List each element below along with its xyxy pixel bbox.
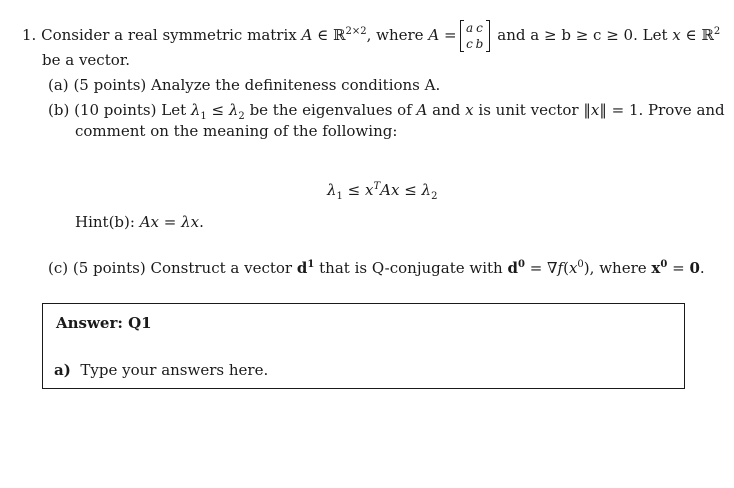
- part-b-text: = 1. Prove and: [611, 101, 725, 119]
- math-d0-eq: $d^0 = \nabla f(x^0)$: [507, 259, 590, 277]
- answer-box: [42, 303, 685, 389]
- math-norm-x: ‖x‖: [583, 101, 607, 119]
- part-c: [48, 259, 705, 277]
- intro-condition: and a ≥ b ≥ c ≥ 0. Let: [497, 26, 668, 44]
- matrix-cell: a: [465, 21, 474, 35]
- part-b-text: and: [432, 101, 461, 119]
- answer-input[interactable]: Type your answers here.: [80, 361, 269, 379]
- matrix-a: [460, 20, 490, 52]
- matrix-cell: c: [466, 37, 473, 51]
- part-b-text-cont: comment on the meaning of the following:: [75, 122, 398, 140]
- part-c-text: (5 points) Construct a vector: [72, 259, 293, 277]
- matrix-cell: c: [476, 21, 483, 35]
- hint-equation: Ax = λx.: [139, 213, 204, 231]
- math-a-in-r: A ∈ ℝ$^{2\times 2}$: [301, 26, 367, 44]
- math-a: A: [416, 101, 428, 119]
- part-b-text: (10 points) Let: [74, 101, 187, 119]
- part-a-label: (a): [48, 76, 69, 94]
- hint-label: Hint(b):: [75, 213, 135, 231]
- part-c-text: , where: [589, 259, 647, 277]
- answer-title: Answer: Q1: [56, 314, 152, 332]
- math-d1: $d^1$: [296, 259, 315, 277]
- math-x: x: [465, 101, 474, 119]
- part-b-label: (b): [48, 101, 70, 119]
- answer-item[interactable]: [54, 361, 268, 379]
- part-a: [48, 76, 440, 94]
- hint: [75, 213, 204, 231]
- part-b-text: is unit vector: [478, 101, 579, 119]
- math-a-eq: A =: [428, 26, 457, 44]
- part-c-label: (c): [48, 259, 69, 277]
- part-b-text: be the eigenvalues of: [249, 101, 412, 119]
- question-number: 1.: [22, 26, 37, 44]
- math-x-in-r: x ∈ ℝ$^2$: [672, 26, 721, 44]
- math-x0-eq: $x^0 = 0$.: [651, 259, 705, 277]
- intro-text: Consider a real symmetric matrix: [41, 26, 297, 44]
- math-eigen-order: $\lambda_1 \le \lambda_2$: [190, 101, 245, 122]
- matrix-cell: b: [475, 37, 484, 51]
- answer-item-label: a): [54, 361, 71, 379]
- intro-cont: be a vector.: [42, 51, 131, 69]
- part-c-text: that is Q-conjugate with: [319, 259, 503, 277]
- part-a-text: (5 points) Analyze the definiteness conditions A.: [73, 76, 441, 94]
- part-b: [48, 101, 725, 122]
- question-line-1: [22, 20, 720, 52]
- intro-where: , where: [366, 26, 424, 44]
- display-equation: $\lambda_1 \le x^TAx \le \lambda_2$: [327, 181, 438, 202]
